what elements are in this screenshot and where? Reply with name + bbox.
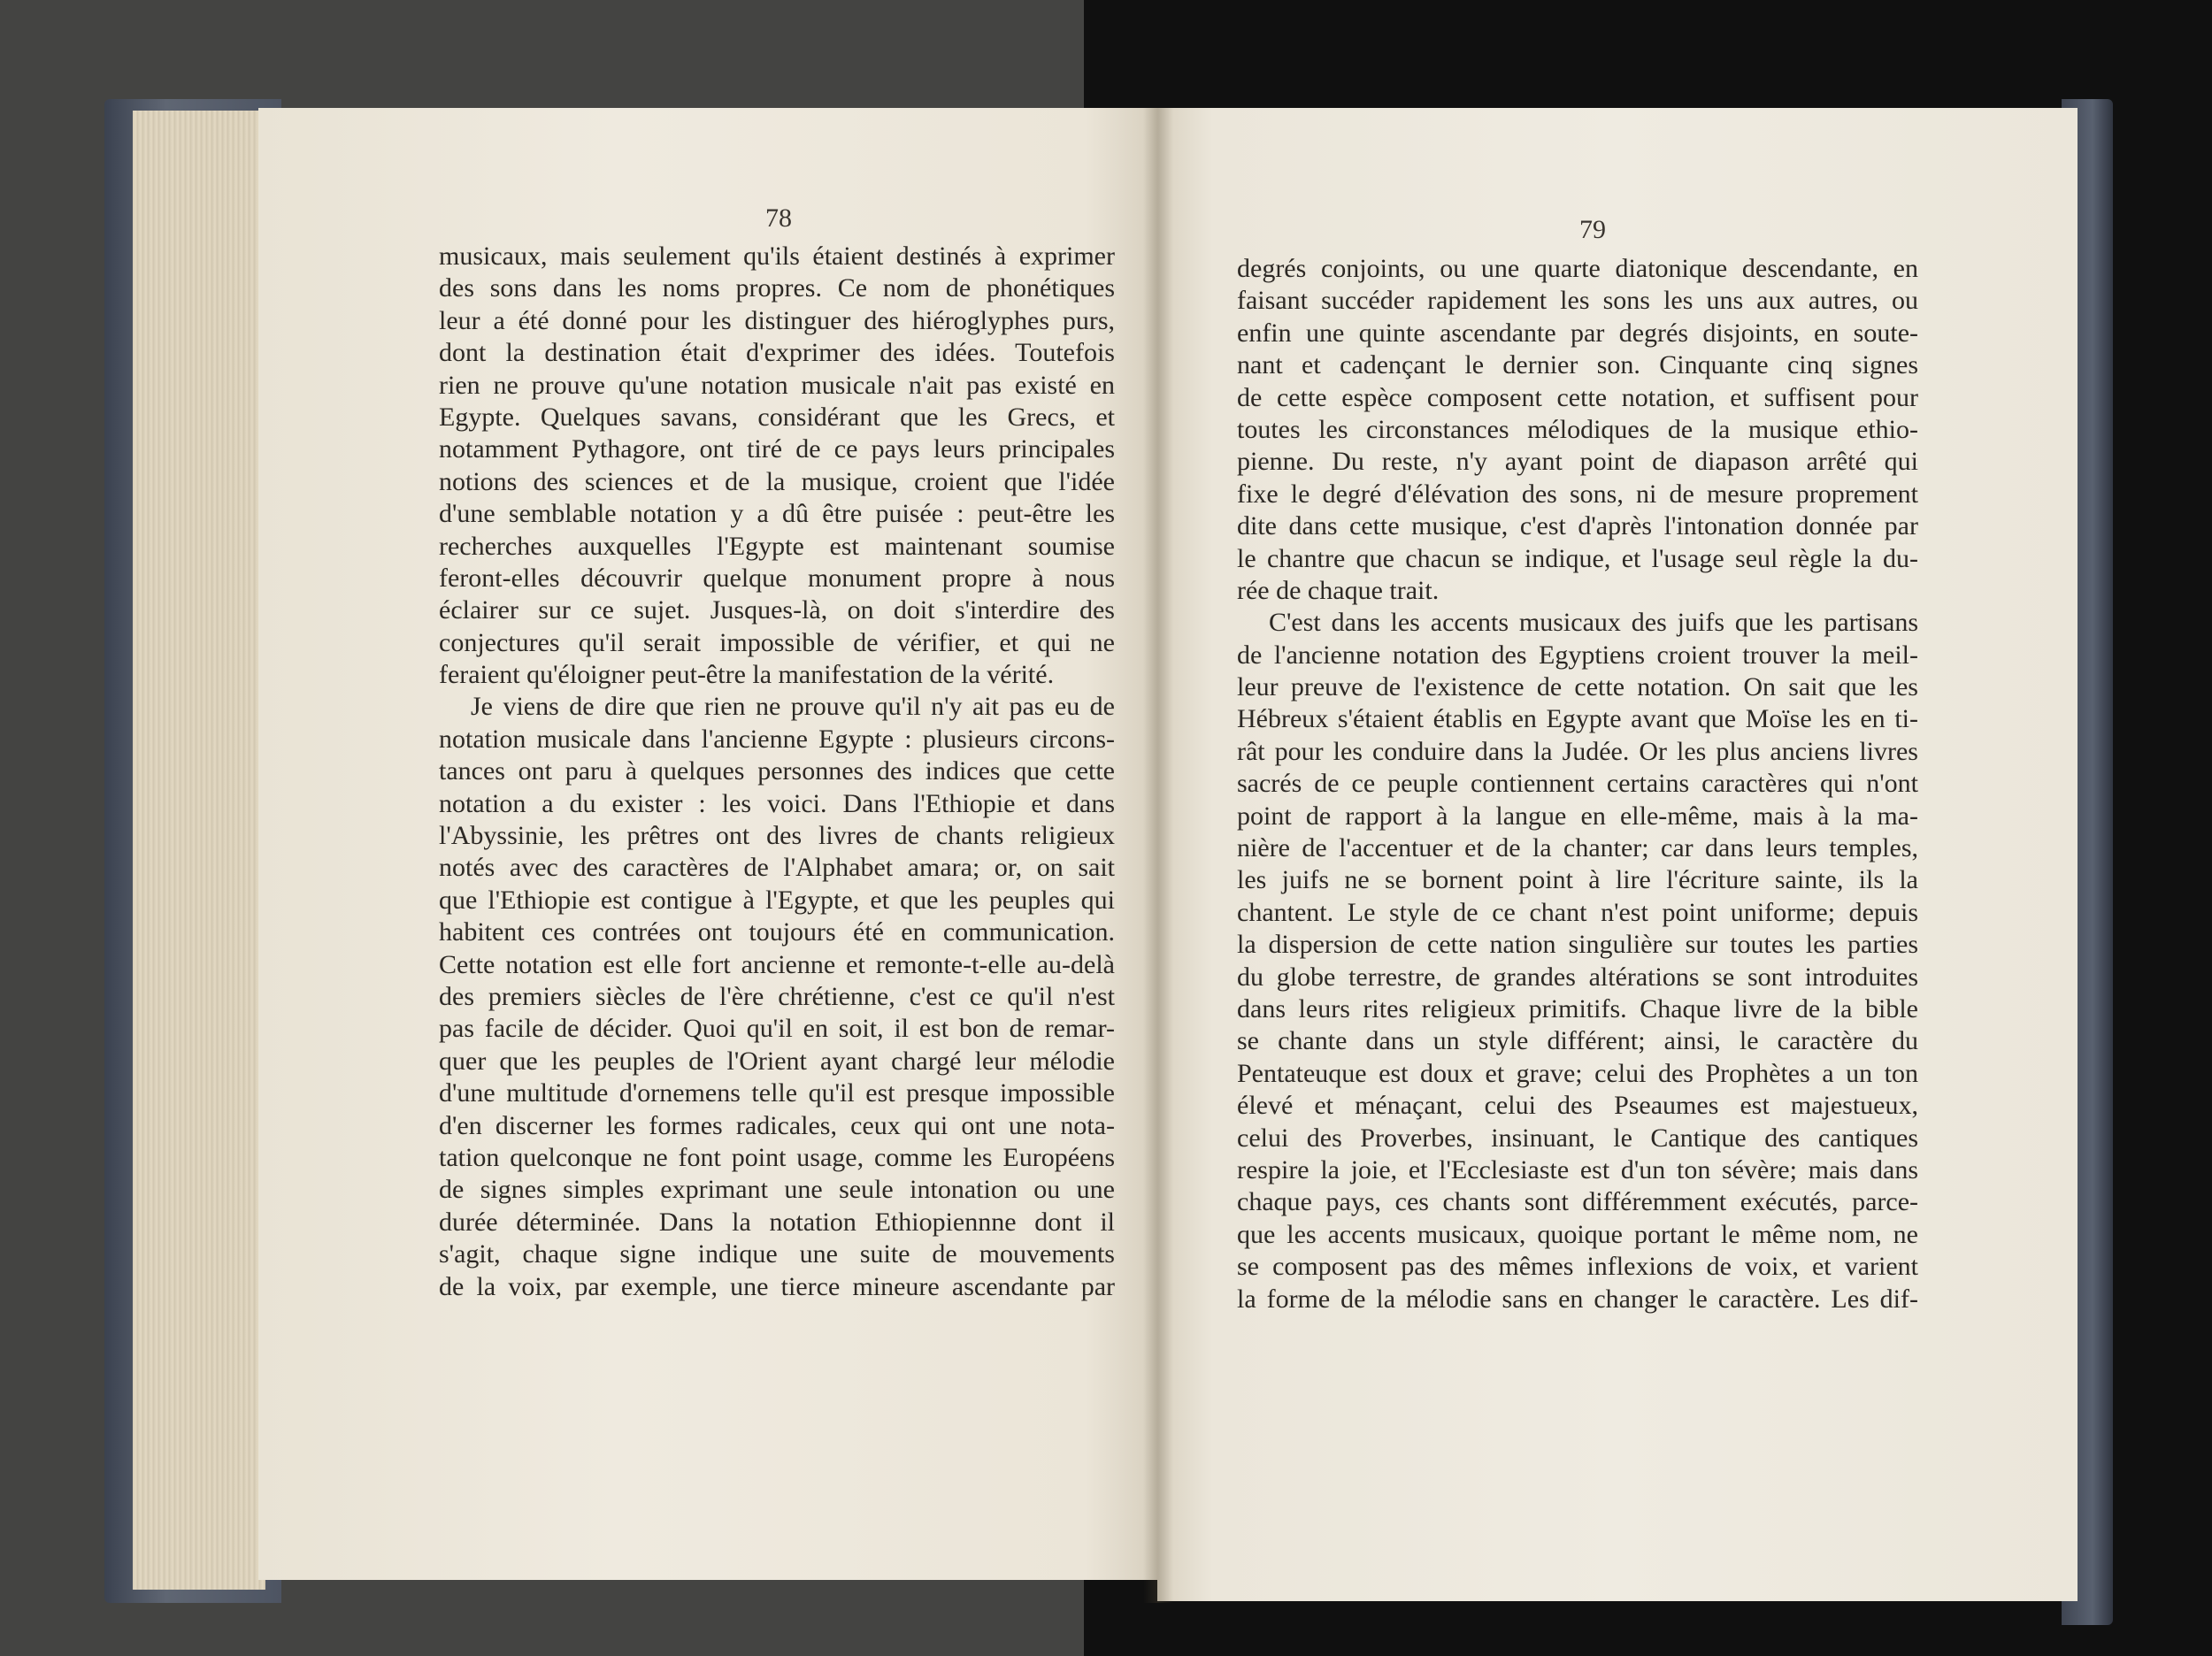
text-line: le chantre que chacun se indique, et l'usage seul règle la du- xyxy=(1237,543,1918,573)
text-line: se chante dans un style différent; ainsi, le caractère du xyxy=(1237,1026,1918,1056)
text-line: enfin une quinte ascendante par degrés disjoints, en soute- xyxy=(1237,318,1918,348)
text-line: leur preuve de l'existence de cette notation. On sait que les xyxy=(1237,672,1918,702)
text-line: pienne. Du reste, n'y ayant point de diapason arrêté qui xyxy=(1237,447,1918,477)
text-line: d'une semblable notation y a dû être puisée : peut-être les xyxy=(439,499,1115,529)
text-line: la dispersion de cette nation singulière sur toutes les parties xyxy=(1237,930,1918,960)
text-line: d'en discerner les formes radicales, ceux qui ont une nota- xyxy=(439,1110,1115,1140)
text-line: rât pour les conduire dans la Judée. Or les plus anciens livres xyxy=(1237,736,1918,766)
text-line: Hébreux s'étaient établis en Egypte avant que Moïse les en ti- xyxy=(1237,704,1918,734)
text-line: fixe le degré d'élévation des sons, ni de mesure proprement xyxy=(1237,479,1918,509)
text-line: Pentateuque est doux et grave; celui des Prophètes a un ton xyxy=(1237,1058,1918,1088)
text-line: nière de l'accentuer et de la chanter; car dans leurs temples, xyxy=(1237,833,1918,863)
text-line: point de rapport à la langue en elle-même, mais à la ma- xyxy=(1237,801,1918,831)
text-line: l'Abyssinie, les prêtres ont des livres de chants religieux xyxy=(439,821,1115,851)
text-line: recherches auxquelles l'Egypte est maintenant soumise xyxy=(439,531,1115,561)
text-line: de cette espèce composent cette notation, et suffisent pour xyxy=(1237,382,1918,412)
text-line: toutes les circonstances mélodiques de la musique ethio- xyxy=(1237,414,1918,444)
text-line: feraient qu'éloigner peut-être la manifestation de la vérité. xyxy=(439,660,1055,690)
text-line: Egypte. Quelques savans, considérant que les Grecs, et xyxy=(439,402,1115,432)
left-page-text xyxy=(439,241,1115,1303)
text-line: notamment Pythagore, ont tiré de ce pays leurs principales xyxy=(439,434,1115,464)
text-line: éclairer sur ce sujet. Jusques-là, on doit s'interdire des xyxy=(439,595,1115,625)
text-line: se composent pas des mêmes inflexions de voix, et varient xyxy=(1237,1252,1918,1282)
text-line: rée de chaque trait. xyxy=(1237,575,1440,605)
text-line: nant et cadençant le dernier son. Cinquante cinq signes xyxy=(1237,350,1918,380)
text-line: feront-elles découvrir quelque monument propre à nous xyxy=(439,563,1115,593)
text-line: dite dans cette musique, c'est d'après l'intonation donnée par xyxy=(1237,511,1918,541)
text-line: rien ne prouve qu'une notation musicale n'ait pas existé en xyxy=(439,370,1115,400)
text-line: des premiers siècles de l'ère chrétienne, c'est ce qu'il n'est xyxy=(439,981,1115,1011)
text-line: de signes simples exprimant une seule intonation ou une xyxy=(439,1175,1115,1205)
text-line: que l'Ethiopie est contigue à l'Egypte, et que les peuples qui xyxy=(439,885,1115,915)
text-line: de l'ancienne notation des Egyptiens croient trouver la meil- xyxy=(1237,640,1918,670)
text-line: leur a été donné pour les distinguer des hiéroglyphes purs, xyxy=(439,305,1115,335)
text-line: les juifs ne se bornent point à lire l'écriture sainte, ils la xyxy=(1237,865,1918,895)
text-line: conjectures qu'il serait impossible de vérifier, et qui ne xyxy=(439,627,1115,657)
text-line: dont la destination était d'exprimer des idées. Toutefois xyxy=(439,338,1115,368)
text-line: quer que les peuples de l'Orient ayant chargé leur mélodie xyxy=(439,1046,1115,1076)
text-line: C'est dans les accents musicaux des juifs que les partisans xyxy=(1269,608,1918,638)
text-line: durée déterminée. Dans la notation Ethiopiennne dont il xyxy=(439,1207,1115,1237)
text-line: du globe terrestre, de grandes altérations se sont introduites xyxy=(1237,962,1918,992)
text-line: de la voix, par exemple, une tierce mineure ascendante par xyxy=(439,1271,1115,1301)
text-line: d'une multitude d'ornemens telle qu'il est presque impossible xyxy=(439,1078,1115,1108)
text-line: pas facile de décider. Quoi qu'il en soit, il est bon de remar- xyxy=(439,1014,1115,1044)
text-line: s'agit, chaque signe indique une suite de mouvements xyxy=(439,1239,1115,1269)
text-line: chantent. Le style de ce chant n'est point uniforme; depuis xyxy=(1237,897,1918,927)
text-line: sacrés de ce peuple contiennent certains caractères qui n'ont xyxy=(1237,769,1918,799)
text-line: musicaux, mais seulement qu'ils étaient destinés à exprimer xyxy=(439,242,1115,271)
text-line: respire la joie, et l'Ecclesiaste est d'un ton sévère; mais dans xyxy=(1237,1154,1918,1184)
text-line: habitent ces contrées ont toujours été en communication. xyxy=(439,917,1115,947)
right-page-text xyxy=(1237,253,1918,1315)
text-line: notions des sciences et de la musique, croient que l'idée xyxy=(439,466,1115,496)
text-line: la forme de la mélodie sans en changer le caractère. Les dif- xyxy=(1237,1284,1918,1314)
text-line: tation quelconque ne font point usage, comme les Européens xyxy=(439,1142,1115,1172)
text-line: notation musicale dans l'ancienne Egypte : plusieurs circons- xyxy=(439,724,1115,754)
text-line: chaque pays, ces chants sont différemment exécutés, parce- xyxy=(1237,1187,1918,1217)
text-line: dans leurs rites religieux primitifs. Chaque livre de la bible xyxy=(1237,993,1918,1024)
left-page-number: 78 xyxy=(765,203,792,233)
text-line: notés avec des caractères de l'Alphabet amara; or, on sait xyxy=(439,853,1115,883)
text-line: des sons dans les noms propres. Ce nom de phonétiques xyxy=(439,273,1115,303)
text-line: tances ont paru à quelques personnes des indices que cette xyxy=(439,756,1115,786)
text-line: degrés conjoints, ou une quarte diatonique descendante, en xyxy=(1237,254,1918,283)
text-line: élevé et ménaçant, celui des Pseaumes est majestueux, xyxy=(1237,1091,1918,1121)
text-line: Cette notation est elle fort ancienne et remonte-t-elle au-delà xyxy=(439,949,1115,979)
book-gutter xyxy=(1143,108,1173,1603)
text-line: celui des Proverbes, insinuant, le Cantique des cantiques xyxy=(1237,1123,1918,1153)
text-line: faisant succéder rapidement les sons les uns aux autres, ou xyxy=(1237,286,1918,316)
page-edges xyxy=(133,111,265,1590)
text-line: que les accents musicaux, quoique portant le même nom, ne xyxy=(1237,1219,1918,1249)
right-page-number: 79 xyxy=(1579,215,1606,244)
text-line: notation a du exister : les voici. Dans l'Ethiopie et dans xyxy=(439,788,1115,818)
text-line: Je viens de dire que rien ne prouve qu'il n'y ait pas eu de xyxy=(471,692,1115,722)
